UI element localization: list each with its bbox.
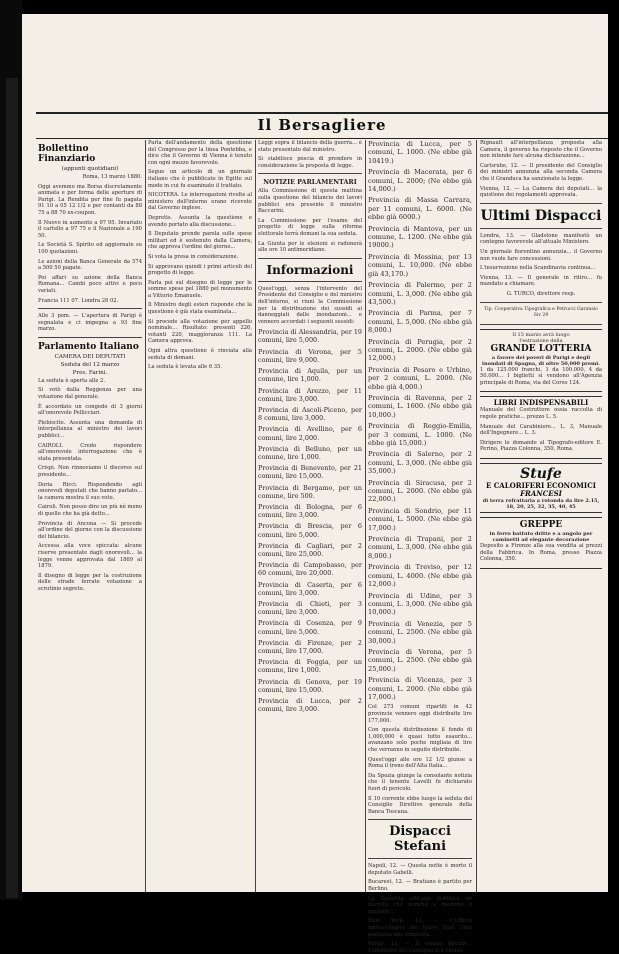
ad-body: Dirigere le domande al Tipografo-editore E. Perino, Piazza Colonna, 350, Roma. [480, 439, 602, 453]
sussidio-entry: Provincia di Belluno, per un comune, lire 1,000. [258, 444, 362, 461]
sussidio-entry: Provincia di Lucca, per 2 comuni, lire 3,000. [258, 697, 362, 714]
sussidio-entry: Provincia di Ascoli-Piceno, per 8 comuni, lire 3,000. [258, 405, 362, 423]
article-paragraph: Quest'oggi, senza l'intervento del Presidente del Consiglio e del ministro dell'interno, si riunì la Commissione per la distribuzione dei sussidi ai danneggiati dalle inondazioni... e vennero accordati i seguenti sussidi: [258, 285, 362, 325]
informazioni-title: Informazioni [266, 262, 354, 277]
sussidio-entry: Provincia di Foggia, per un comune, lire 1,000. [258, 658, 362, 675]
sussidio-entry: Provincia di Chieti, per 3 comuni, lire 3,000. [258, 599, 362, 617]
sussidio-entry: Provincia di Perugia, per 2 comuni, L. 2000. (Ne ebbe già 12,000.) [368, 337, 472, 363]
article-paragraph: Quest'oggi alle ore 12 1/2 giunse a Roma il treno dell'Alta Italia... [368, 756, 472, 770]
gerente-line: G. TURCO, direttore resp. [506, 290, 576, 297]
sussidio-entry: Provincia di Sondrio, per 11 comuni, L. 5000. (Ne ebbe già 17,000.) [368, 506, 472, 532]
article-paragraph: Si approvano quindi i primi articoli del progetto di legge. [148, 263, 252, 277]
dispaccio-entry: Vienna, 12. — La Camera dei deputati... la quistione dei regolamenti approvata. [480, 185, 602, 199]
seduta-heading: Seduta del 12 marzo [60, 361, 120, 368]
sussidio-entry: Provincia di Ravenna, per 2 comuni, L. 1600. (Ne ebbe già 10,000.) [368, 393, 472, 419]
article-paragraph: Il Ministro degli esteri risponde che la questione è già stata esaminata... [148, 302, 252, 316]
ad-line: in ferro battuto dritte e a angolo per caminetti ad elegante decorazione [489, 531, 593, 544]
dispaccio-entry: Rignault all'interpellanza proposta alla Camera, il governo ha risposto che il Governo non intende fare alcuna dichiarazione... [480, 140, 602, 160]
sussidio-entry: Provincia di Bergamo, per un comune, lire 500. [258, 483, 362, 500]
sussidio-entry: Provincia di Macerata, per 6 comuni, L. 2000; (Ne ebbe già 14,000.) [368, 168, 472, 194]
column-2 [148, 140, 252, 890]
sussidio-entry: Provincia di Trapani, per 2 comuni, L. 3,000. (Ne ebbe già 8,000.) [368, 535, 472, 560]
column-rule [145, 140, 146, 892]
article-paragraph: Crispi. Non rinnoviamo il discorso sul presidente... [38, 465, 142, 478]
ad-line: Il 15 marzo avrà luogo [512, 331, 570, 338]
sussidio-entry: Provincia di Udine, per 3 comuni, L. 3,000. (Ne ebbe già 10,000.) [368, 591, 472, 617]
ad-line: a favore dei poveri di Parigi e degli inondati di Spagna, di oltre 50,000 premi. [482, 354, 600, 367]
bollettino-title: Bollettino Finanziario [38, 144, 96, 164]
divider [38, 337, 142, 338]
article-paragraph: Poi affari su azione della Banca Romana... Cambi poco attivi e poco variati. [38, 274, 142, 294]
dispacci-stefani-title: Dispacci Stefani [389, 824, 451, 855]
divider [38, 308, 142, 309]
divider [258, 281, 362, 282]
article-paragraph: Si vota la presa in considerazione. [148, 253, 239, 260]
ad-line: di terra refrattaria a rotonda da lire 2.15, 18, 20, 25, 32, 35, 40, 45 [482, 498, 600, 511]
article-paragraph: La seduta è levata alle 6 35. [148, 364, 223, 371]
dispaccio-entry: L'insurrezione nella Scandinavia continua... [480, 265, 596, 272]
dispaccio-entry: Un giornale fiorentino annunzia... il Governo non vuole fare concessioni. [480, 248, 602, 262]
article-paragraph: Ogni altra questione è rinviata alla seduta di domani. [148, 348, 252, 361]
sussidio-entry: Provincia di Mantova, per un comune, L. 1200. (Ne ebbe già 19000.) [368, 224, 472, 250]
sussidio-entry: Provincia di Parma, per 7 comuni, L. 5,000. (Ne ebbe già 8,000.) [368, 309, 472, 335]
dispaccio-entry: Bucarest, 12. — Bratiano è partito per Berlino. [368, 879, 472, 893]
ultimi-dispacci-title: Ultimi Dispacci [480, 207, 602, 224]
masthead-title: Il Bersagliere [257, 116, 387, 134]
ad-headline: LIBRI INDISPENSABILI [493, 398, 589, 408]
dispaccio-entry: Londra, 13. — Gladstone manifestò un contegno favorevole all'attuale Ministero. [480, 232, 602, 246]
article-paragraph: La Giunta per le elezioni si radunerà alle ore 10 antimeridiane. [258, 240, 362, 254]
article-paragraph: Con questa distribuzione il fondo di 1,000,000 è quasi tutto esaurito... avanzano solo poche migliaia di lire che verranno in seguito distribuite. [368, 727, 472, 753]
dateline: Roma, 13 marzo 1880. [82, 174, 142, 180]
sussidio-entry: Provincia di Treviso, per 12 comuni, L. 4000. (Ne ebbe già 12,000.) [368, 563, 472, 589]
ad-body: Deposito a Firenze alla sua vendita ai prezzi della Fabbrica. In Roma, presso Piazza Colonna, 350. [480, 543, 602, 563]
article-paragraph: Francia 111 07. Londra 28 02. [38, 297, 119, 304]
sussidio-entry: Provincia di Verona, per 5 comuni, L. 2500. (Ne ebbe già 25,000.) [368, 647, 472, 673]
article-paragraph: Si votò dalla Reggenza per una votazione dal generale. [38, 387, 142, 401]
tipografia-line: Tip. Cooperativa Tipografica e Petrucci Garansio Siv 29 [484, 306, 598, 319]
sussidio-entry: Provincia di Bologna, per 6 comuni, lire 3,000. [258, 502, 362, 520]
divider [480, 302, 602, 303]
sussidio-entry: Provincia di Campobasso, per 60 comuni, lire 20,000. [258, 561, 362, 578]
sussidio-entry: Provincia di Avellino, per 6 comuni, lire 2,000. [258, 425, 362, 442]
divider [480, 203, 602, 204]
sussidio-entry: Provincia di Verona, per 5 comuni, lire 9,000. [258, 347, 362, 364]
column-rule [255, 140, 256, 892]
article-paragraph: Si procede alla votazione per appello nominale... Risultato: presenti 226, votanti 220, maggioranza 111. La Camera approva. [148, 318, 252, 345]
sussidio-entry: Provincia di Benevento, per 21 comuni, lire 15,000. [258, 464, 362, 481]
column-4 [368, 140, 472, 954]
sussidio-entry: Provincia di Arezzo, per 11 comuni, lire 3,000. [258, 386, 362, 403]
parlamento-title: Parlamento Italiano [38, 341, 139, 352]
article-paragraph: Il disegno di legge per la costruzione delle strade ferrate votazione a scrutinio segreto. [38, 572, 142, 592]
article-paragraph: Il 10 corrente ebbe luogo la seduta del Consiglio Direttivo generale della Banca Toscana. [368, 795, 472, 815]
divider [368, 858, 472, 859]
masthead [36, 112, 608, 139]
column-5 [480, 140, 602, 890]
article-paragraph: Plebiscito. Assunta una domanda di interpellanza al ministro dei lavori pubblici... [38, 419, 142, 440]
sussidio-entry: Provincia di Caserta, per 6 comuni, lire 3,000. [258, 580, 362, 597]
dispaccio-entry: Vienna, 13. — Il generale in ritiro... fu mandato a chiamare. [480, 274, 602, 288]
article-paragraph: Le Società S. Spirito ed aggiornate su 100 quotazioni. [38, 242, 142, 255]
sussidio-entry: Provincia di Cagliari, per 2 comuni, lire 25,000. [258, 541, 362, 558]
divider [480, 324, 602, 325]
dispaccio-entry: Parigi, 12. — Il senato discute... L'incidente del Consiglio si è chiuso. [368, 941, 472, 954]
libri-advertisement [480, 396, 602, 459]
ad-headline: GRANDE LOTTERIA [490, 343, 592, 354]
sussidio-entry: Provincia di Cosenza, per 9 comuni, lire 5,000. [258, 619, 362, 636]
sussidio-entry: Provincia di Vicenza, per 3 comuni, L. 2000. (Ne ebbe già 17,000.) [368, 676, 472, 701]
article-paragraph: È accordato un congedo di 3 giorni all'onorevole Pellicciari. [38, 403, 142, 417]
article-paragraph: La seduta è aperta alle 2. [38, 377, 105, 384]
sussidio-entry: Provincia di Firenze, per 2 comuni, lire 17,000. [258, 638, 362, 655]
lotteria-advertisement [480, 329, 602, 393]
dispaccio-entry: La Gazzetta ufficiale pubblica un decreto che nomina a membro il ministro... [368, 895, 472, 915]
sussidio-entry: Provincia di Messina, per 13 comuni, L. 10,000. (Ne ebbe già 43,170.) [368, 252, 472, 278]
ad-body: Manuale del Carabiniere... L. 3, Manuale dell'Ingegnere... L. 3. [480, 423, 602, 437]
bollettino-subtitle: (appunti quotidiani) [61, 166, 119, 172]
article-paragraph: Doria Ricci. Rispondendo agli onorevoli deputati che hanno parlato... la camera mostra il suo voto. [38, 481, 142, 501]
sussidio-entry: Provincia di Massa Carrara, per 11 comuni, L. 6000. (Ne ebbe già 6000.) [368, 196, 472, 222]
article-paragraph: NICOTERA. Le interrogazioni rivolte al ministero dell'interno erano ricevute dal Governo inglese. [148, 192, 252, 212]
sussidio-entry: Provincia di Palermo, per 2 comuni, L. 3,000. (Ne ebbe già 43,500.) [368, 281, 472, 306]
article-paragraph: Accessa alla voce spiccata: alcune riserve presentate dagli onorevoli... la legge venne approvata dal 1869 al 1879. [38, 543, 142, 570]
column-rule [365, 140, 366, 892]
article-paragraph: CAIROLI. Credo rispondere all'onorevole interrogazione che è stata presentata. [38, 442, 142, 462]
ad-headline: GREPPE [519, 520, 563, 531]
sussidio-entry: Provincia di Reggio-Emilia, per 3 comuni, L. 1000. (Ne ebbe già 15,000.) [368, 422, 472, 447]
article-paragraph: Alle 3 pom. — L'apertura di Parigi è segnalata e ci impegna a 93 fine marzo. [38, 313, 142, 333]
column-1 [38, 140, 142, 890]
article-paragraph: Cairoli. Non posso dire un più nè meno di quello che ha già detto... [38, 504, 142, 517]
article-paragraph: Provincia di Ancona — Si procede all'ordine del giorno con la discussione del bilancio. [38, 520, 142, 540]
article-paragraph: Le azioni della Banca Generale da 574 a 500 50 pagate. [38, 258, 142, 272]
page-fold [6, 78, 18, 898]
greppe-advertisement [480, 517, 602, 569]
ad-line: l'estrazione della [519, 337, 563, 344]
sussidio-entry: Provincia di Venezia, per 5 comuni, L. 2500. (Ne ebbe già 30,000.) [368, 619, 472, 645]
divider [480, 228, 602, 229]
article-paragraph: Oggi avemmo ma Borsa discretamente animata e per forma delle aperture di Parigi. La Rendita per fine fu pagata 91 10 a 05 12 1/2 e per contanti da 88 75 a 88 70 ex-coupon. [38, 183, 142, 216]
sussidio-entry: Provincia di Salerno, per 2 comuni, L. 3,000. (Ne ebbe già 35,000.) [368, 450, 472, 476]
sussidio-entry: Provincia di Brescia, per 6 comuni, lire 5,000. [258, 522, 362, 539]
stufe-advertisement [480, 463, 602, 513]
ad-subheadline: FRANCESI [520, 489, 562, 499]
article-paragraph: Il Nuovo in aumento a 97 95. Invariato il cartello a 97 75 e il Nazionale a 190 50. [38, 219, 142, 239]
ad-body: Manuale del Costruttore ossia raccolta di regole pratiche... prezzo L. 5. [480, 407, 602, 421]
article-paragraph: Depretis. Assunta la questione e avendo portato alla discussione... [148, 214, 252, 228]
article-paragraph: Parla dell'andamento della questione del Congresso per la linea Pontebba, e dice che il Governo di Vienna è tenuto con ogni mezzo favorevole. [148, 140, 252, 166]
dispaccio-entry: Carlsruhe, 12. — Il presidente del Consiglio dei ministri annunzia alla seconda Camera che il Granduca ha sanzionato la legge. [480, 162, 602, 182]
dispaccio-entry: New York, 12. — L'Ufficio meteorologico dei Nuovi Stati Uniti annunzia una tempesta... [368, 918, 472, 938]
sussidio-entry: Provincia di Alessandria, per 19 comuni, lire 5,000. [258, 328, 362, 345]
article-paragraph: Parla poi sul disegno di legge per le somme spese pel 1880 pel monumento a Vittorio Emanuele. [148, 279, 252, 299]
column-3 [258, 140, 362, 890]
presidente-heading: Pres. Farini. [72, 369, 108, 376]
article-paragraph: Il Deputato prende parola sulle spese militari ed è sostenuto dalla Camera, che approva l'ordine del giorno... [148, 231, 252, 251]
ad-body: 1 da 125.000 franchi, 1 da 100.000, 4 da 50.000... I biglietti si vendono all'Agenzia principale di Roma, via del Corso 124. [480, 366, 602, 386]
article-paragraph: La Commissione per l'esame del progetto di legge sulla riforma elettorale terrà domani la sua seduta. [258, 217, 362, 237]
ad-subheadline: E CALORIFERI ECONOMICI [485, 481, 597, 491]
column-rule [476, 140, 477, 892]
article-paragraph: Da Spezia giunge la consolante notizia che il tenente Lavelli fu dichiarato fuori di pericolo. [368, 772, 472, 792]
article-paragraph: Si stabilisce poscia di prendere in considerazione la proposta di legge. [258, 156, 362, 169]
article-paragraph: Segue un articolo di un giornale italiano che è pubblicato in Egitto sul modo in cui fu esaminato il trattato. [148, 169, 252, 189]
divider [258, 173, 362, 174]
article-paragraph: Leggi sopra il bilancio della guerra... è stato presentato dal ministro. [258, 140, 362, 153]
sussidio-entry: Provincia di Genova, per 19 comuni, lire 15,000. [258, 677, 362, 694]
notizie-title: NOTIZIE PARLAMENTARI [263, 178, 357, 187]
sussidio-entry: Provincia di Pesaro e Urbino, per 2 comuni, L. 2000. (Ne ebbe già 4,000.) [368, 365, 472, 391]
article-paragraph: Col 273 comuni ripartiti in 42 provincie vennero oggi distribuite lire 177,000. [368, 704, 472, 724]
article-paragraph: Alla Commissione di questa mattina sulla questione del bilancio dei lavori pubblici era presente il ministro Baccarini. [258, 188, 362, 215]
sussidio-entry: Provincia di Aquila, per un comune, lire 1,000. [258, 367, 362, 384]
ad-headline: Stufe [520, 466, 562, 483]
sussidio-entry: Provincia di Siracusa, per 2 comuni, L. 2000. (Ne ebbe già 22,000.) [368, 478, 472, 504]
divider [258, 258, 362, 259]
sussidio-entry: Provincia di Lucca, per 5 comuni, L. 1000. (Ne ebbe già 10419.) [368, 140, 472, 165]
divider [368, 819, 472, 820]
dispaccio-entry: Napoli, 12. — Questa notte è morto il deputato Gabelli. [368, 863, 472, 876]
camera-heading: CAMERA DEI DEPUTATI [54, 353, 126, 360]
